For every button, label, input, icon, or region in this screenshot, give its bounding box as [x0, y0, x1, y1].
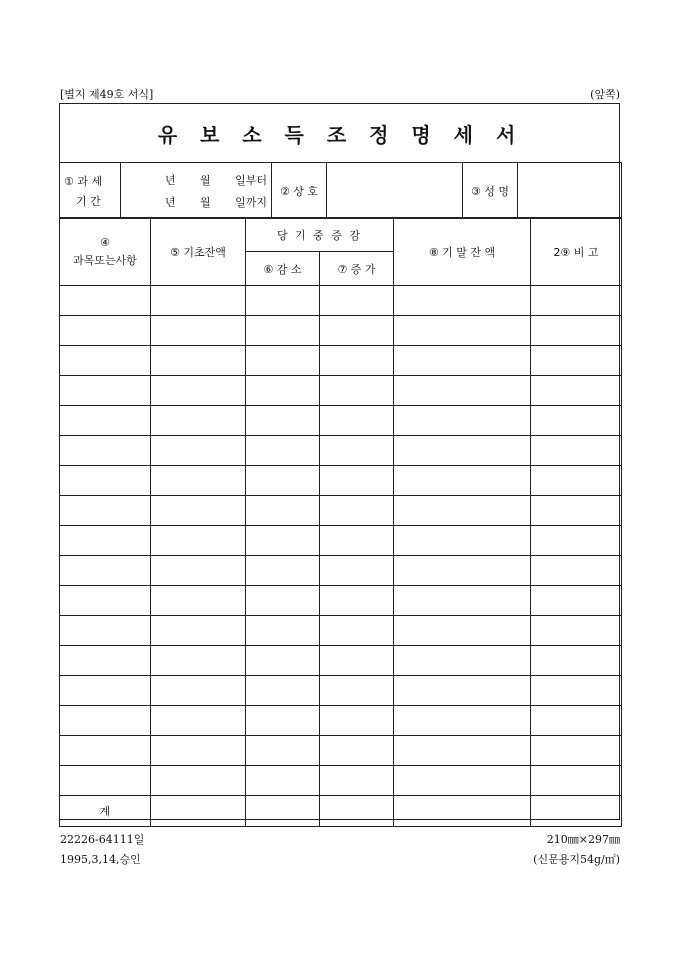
cell-remarks[interactable] — [531, 346, 622, 376]
cell-subject[interactable] — [60, 526, 151, 556]
cell-remarks[interactable] — [531, 286, 622, 316]
cell-increase[interactable] — [320, 496, 394, 526]
cell-closing[interactable] — [394, 466, 531, 496]
cell-opening[interactable] — [151, 376, 246, 406]
cell-decrease[interactable] — [246, 766, 320, 796]
cell-closing[interactable] — [394, 316, 531, 346]
cell-increase[interactable] — [320, 286, 394, 316]
cell-increase[interactable] — [320, 766, 394, 796]
table-row — [60, 316, 622, 346]
cell-decrease[interactable] — [246, 286, 320, 316]
cell-opening[interactable] — [151, 526, 246, 556]
cell-opening[interactable] — [151, 706, 246, 736]
table-row — [60, 646, 622, 676]
name-label: ③ 성 명 — [463, 163, 518, 219]
cell-decrease[interactable] — [246, 406, 320, 436]
table-row — [60, 616, 622, 646]
name-field[interactable] — [518, 163, 622, 219]
cell-subject[interactable] — [60, 646, 151, 676]
cell-decrease[interactable] — [246, 586, 320, 616]
total-row — [60, 796, 622, 827]
cell-decrease[interactable] — [246, 646, 320, 676]
table-row — [60, 736, 622, 766]
cell-closing[interactable] — [394, 766, 531, 796]
company-label: ② 상 호 — [272, 163, 327, 219]
cell-decrease[interactable] — [246, 676, 320, 706]
total-closing[interactable] — [394, 796, 531, 827]
cell-decrease[interactable] — [246, 616, 320, 646]
cell-closing[interactable] — [394, 436, 531, 466]
cell-subject[interactable] — [60, 466, 151, 496]
cell-opening[interactable] — [151, 346, 246, 376]
paper-size: 210㎜×297㎜ — [546, 833, 620, 846]
cell-subject[interactable] — [60, 436, 151, 466]
cell-decrease[interactable] — [246, 706, 320, 736]
form-code: 22226-64111일 — [60, 833, 145, 846]
cell-increase[interactable] — [320, 466, 394, 496]
total-opening[interactable] — [151, 796, 246, 827]
page-side: (앞쪽) — [590, 88, 620, 101]
form-frame — [59, 103, 620, 820]
cell-closing[interactable] — [394, 346, 531, 376]
cell-subject[interactable] — [60, 406, 151, 436]
table-row — [60, 376, 622, 406]
col-remarks-header: 2⑨ 비 고 — [531, 218, 622, 286]
cell-opening[interactable] — [151, 436, 246, 466]
cell-increase[interactable] — [320, 376, 394, 406]
cell-closing[interactable] — [394, 646, 531, 676]
cell-closing[interactable] — [394, 496, 531, 526]
cell-remarks[interactable] — [531, 466, 622, 496]
cell-decrease[interactable] — [246, 436, 320, 466]
col-increase-header: ⑦ 증 가 — [320, 252, 394, 286]
cell-remarks[interactable] — [531, 496, 622, 526]
form-title: 유 보 소 득 조 정 명 세 서 — [157, 122, 524, 147]
cell-increase[interactable] — [320, 706, 394, 736]
cell-subject[interactable] — [60, 706, 151, 736]
cell-remarks[interactable] — [531, 676, 622, 706]
cell-opening[interactable] — [151, 496, 246, 526]
cell-closing[interactable] — [394, 556, 531, 586]
col-opening-header: ⑤ 기초잔액 — [151, 218, 246, 286]
cell-subject[interactable] — [60, 586, 151, 616]
table-row — [60, 526, 622, 556]
cell-remarks[interactable] — [531, 616, 622, 646]
cell-closing[interactable] — [394, 736, 531, 766]
col-subject-header: ④ 과목또는사항 — [60, 218, 151, 286]
cell-subject[interactable] — [60, 616, 151, 646]
cell-opening[interactable] — [151, 646, 246, 676]
form-number: [별지 제49호 서식] — [60, 88, 154, 101]
cell-decrease[interactable] — [246, 736, 320, 766]
cell-remarks[interactable] — [531, 586, 622, 616]
cell-decrease[interactable] — [246, 526, 320, 556]
cell-decrease[interactable] — [246, 376, 320, 406]
cell-remarks[interactable] — [531, 406, 622, 436]
period-label: ① 과 세 기 간 — [60, 163, 121, 219]
cell-closing[interactable] — [394, 376, 531, 406]
info-table — [59, 162, 622, 219]
cell-subject[interactable] — [60, 316, 151, 346]
period-value[interactable]: 년 월 일부터 년 월 일까지 — [121, 163, 272, 219]
col-decrease-header: ⑥ 감 소 — [246, 252, 320, 286]
table-row — [60, 586, 622, 616]
cell-decrease[interactable] — [246, 556, 320, 586]
cell-decrease[interactable] — [246, 496, 320, 526]
cell-closing[interactable] — [394, 526, 531, 556]
cell-opening[interactable] — [151, 676, 246, 706]
cell-remarks[interactable] — [531, 436, 622, 466]
table-row — [60, 466, 622, 496]
table-row — [60, 346, 622, 376]
table-row — [60, 706, 622, 736]
approval-date: 1995,3,14,승인 — [60, 853, 141, 866]
cell-subject[interactable] — [60, 676, 151, 706]
cell-increase[interactable] — [320, 736, 394, 766]
cell-subject[interactable] — [60, 556, 151, 586]
cell-remarks[interactable] — [531, 526, 622, 556]
col-change-group-header: 당 기 중 증 감 — [246, 218, 394, 252]
cell-increase[interactable] — [320, 406, 394, 436]
cell-remarks[interactable] — [531, 376, 622, 406]
table-row — [60, 556, 622, 586]
table-row — [60, 286, 622, 316]
total-remarks[interactable] — [531, 796, 622, 827]
cell-closing[interactable] — [394, 706, 531, 736]
cell-closing[interactable] — [394, 406, 531, 436]
cell-opening[interactable] — [151, 316, 246, 346]
cell-opening[interactable] — [151, 616, 246, 646]
cell-subject[interactable] — [60, 496, 151, 526]
cell-opening[interactable] — [151, 766, 246, 796]
cell-closing[interactable] — [394, 586, 531, 616]
cell-remarks[interactable] — [531, 316, 622, 346]
cell-remarks[interactable] — [531, 706, 622, 736]
table-row — [60, 766, 622, 796]
cell-increase[interactable] — [320, 556, 394, 586]
paper-type: (신문용지54g/㎡) — [533, 853, 620, 866]
cell-opening[interactable] — [151, 466, 246, 496]
table-row — [60, 406, 622, 436]
cell-subject[interactable] — [60, 766, 151, 796]
cell-decrease[interactable] — [246, 346, 320, 376]
cell-increase[interactable] — [320, 346, 394, 376]
cell-opening[interactable] — [151, 286, 246, 316]
cell-remarks[interactable] — [531, 556, 622, 586]
table-row — [60, 676, 622, 706]
cell-subject[interactable] — [60, 376, 151, 406]
cell-remarks[interactable] — [531, 736, 622, 766]
cell-increase[interactable] — [320, 646, 394, 676]
table-row — [60, 436, 622, 466]
cell-opening[interactable] — [151, 556, 246, 586]
cell-subject[interactable] — [60, 736, 151, 766]
total-label: 계 — [60, 796, 151, 827]
table-row — [60, 496, 622, 526]
cell-subject[interactable] — [60, 286, 151, 316]
cell-opening[interactable] — [151, 586, 246, 616]
cell-opening[interactable] — [151, 736, 246, 766]
cell-decrease[interactable] — [246, 466, 320, 496]
cell-opening[interactable] — [151, 406, 246, 436]
cell-remarks[interactable] — [531, 766, 622, 796]
cell-increase[interactable] — [320, 586, 394, 616]
cell-increase[interactable] — [320, 316, 394, 346]
cell-remarks[interactable] — [531, 646, 622, 676]
cell-closing[interactable] — [394, 676, 531, 706]
company-field[interactable] — [327, 163, 463, 219]
total-decrease[interactable] — [246, 796, 320, 827]
cell-closing[interactable] — [394, 616, 531, 646]
cell-closing[interactable] — [394, 286, 531, 316]
cell-increase[interactable] — [320, 526, 394, 556]
adjustment-table — [59, 217, 622, 827]
total-increase[interactable] — [320, 796, 394, 827]
cell-increase[interactable] — [320, 436, 394, 466]
cell-subject[interactable] — [60, 346, 151, 376]
col-closing-header: ⑧ 기 말 잔 액 — [394, 218, 531, 286]
cell-increase[interactable] — [320, 676, 394, 706]
cell-increase[interactable] — [320, 616, 394, 646]
cell-decrease[interactable] — [246, 316, 320, 346]
